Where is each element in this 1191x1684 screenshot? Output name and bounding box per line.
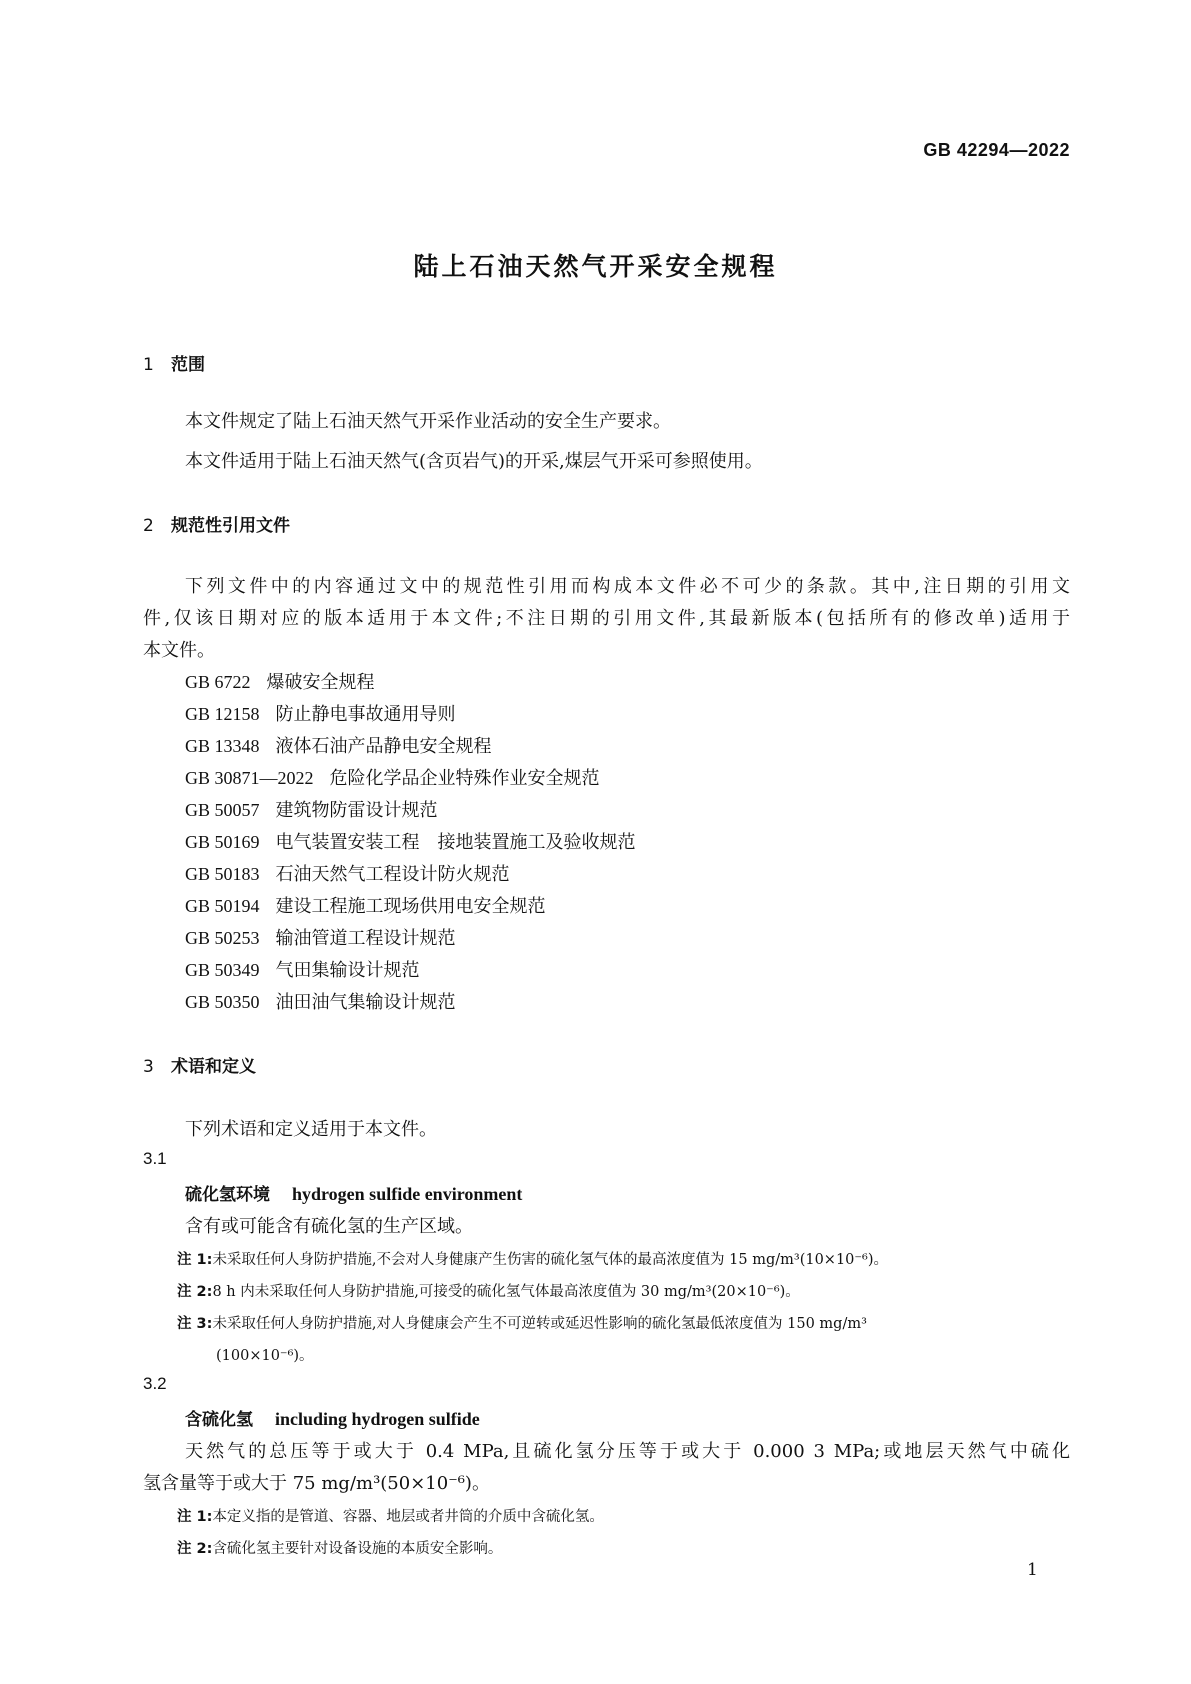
- reference-item: [185, 860, 510, 886]
- reference-code: GB 50183: [185, 864, 260, 884]
- reference-title: 建筑物防雷设计规范: [275, 800, 438, 821]
- reference-title: 爆破安全规程: [266, 672, 375, 693]
- reference-code: GB 50169: [185, 832, 260, 852]
- reference-title: 危险化学品企业特殊作业安全规范: [329, 768, 600, 789]
- reference-title: 输油管道工程设计规范: [275, 928, 456, 949]
- term-heading: [185, 1180, 522, 1205]
- reference-title: 液体石油产品静电安全规程: [275, 736, 492, 757]
- note: [177, 1312, 867, 1333]
- paragraph-line: 下列文件中的内容通过文中的规范性引用而构成本文件必不可少的条款。其中,注日期的引用文: [185, 576, 1070, 597]
- note: [177, 1248, 888, 1269]
- reference-code: GB 6722: [185, 672, 251, 692]
- reference-code: GB 12158: [185, 704, 260, 724]
- reference-item: [185, 796, 438, 822]
- paragraph: 本文件规定了陆上石油天然气开采作业活动的安全生产要求。: [185, 411, 671, 432]
- standard-number: GB 42294—2022: [923, 140, 1070, 160]
- term-definition: 含有或可能含有硫化氢的生产区域。: [185, 1216, 473, 1237]
- term-zh: 硫化氢环境: [185, 1185, 270, 1205]
- note-label: 注 1:: [177, 1252, 213, 1268]
- reference-title: 石油天然气工程设计防火规范: [275, 864, 510, 885]
- note: [177, 1280, 800, 1301]
- paragraph: 下列术语和定义适用于本文件。: [185, 1119, 437, 1140]
- reference-code: GB 50194: [185, 896, 260, 916]
- term-en: including hydrogen sulfide: [275, 1409, 480, 1429]
- reference-title: 气田集输设计规范: [275, 960, 420, 981]
- note-text: 含硫化氢主要针对设备设施的本质安全影响。: [212, 1541, 503, 1557]
- paragraph-line: 本文件。: [143, 640, 215, 661]
- reference-code: GB 50349: [185, 960, 260, 980]
- note-text: 未采取任何人身防护措施,对人身健康会产生不可逆转或延迟性影响的硫化氢最低浓度值为 150 mg/m³: [212, 1316, 867, 1332]
- term-heading: [185, 1405, 480, 1430]
- note-label: 注 2:: [177, 1541, 213, 1557]
- reference-title: 油田油气集输设计规范: [275, 992, 456, 1013]
- term-definition-line: 天然气的总压等于或大于 0.4 MPa,且硫化氢分压等于或大于 0.000 3 MPa;或地层天然气中硫化: [185, 1441, 1070, 1462]
- reference-item: [185, 988, 456, 1014]
- term-definition-line: 氢含量等于或大于 75 mg/m³(50×10⁻⁶)。: [143, 1473, 490, 1494]
- paragraph: 本文件适用于陆上石油天然气(含页岩气)的开采,煤层气开采可参照使用。: [185, 451, 763, 472]
- reference-code: GB 13348: [185, 736, 260, 756]
- note-label: 注 2:: [177, 1284, 213, 1300]
- note-label: 注 1:: [177, 1509, 213, 1525]
- term-zh: 含硫化氢: [185, 1410, 253, 1430]
- note-continuation: (100×10⁻⁶)。: [216, 1348, 314, 1364]
- section-number: 2: [143, 516, 154, 536]
- section-2-heading: [143, 511, 290, 536]
- note-text: 本定义指的是管道、容器、地层或者井筒的介质中含硫化氢。: [212, 1509, 604, 1525]
- page-number: 1: [1027, 1560, 1038, 1580]
- document-title: 陆上石油天然气开采安全规程: [413, 252, 778, 281]
- reference-code: GB 50253: [185, 928, 260, 948]
- note-text: 未采取任何人身防护措施,不会对人身健康产生伤害的硫化氢气体的最高浓度值为 15 mg/m³(10×10⁻⁶)。: [212, 1252, 889, 1268]
- paragraph-line: 件,仅该日期对应的版本适用于本文件;不注日期的引用文件,其最新版本(包括所有的修改单)适用于: [143, 608, 1070, 629]
- note: [177, 1537, 502, 1558]
- reference-item: [185, 700, 456, 726]
- reference-title: 建设工程施工现场供用电安全规范: [275, 896, 546, 917]
- section-title: 范围: [171, 355, 205, 375]
- term-number: 3.1: [143, 1149, 167, 1168]
- reference-item: [185, 764, 600, 790]
- section-1-heading: [143, 350, 205, 375]
- note: [177, 1505, 604, 1526]
- reference-title: 电气装置安装工程 接地装置施工及验收规范: [275, 832, 636, 853]
- reference-code: GB 50350: [185, 992, 260, 1012]
- section-3-heading: [143, 1052, 256, 1077]
- reference-item: [185, 732, 492, 758]
- reference-item: [185, 956, 420, 982]
- reference-item: [185, 668, 375, 694]
- reference-title: 防止静电事故通用导则: [275, 704, 456, 725]
- reference-code: GB 30871—2022: [185, 768, 314, 788]
- note-label: 注 3:: [177, 1316, 213, 1332]
- reference-item: [185, 892, 546, 918]
- section-title: 术语和定义: [171, 1057, 256, 1077]
- section-title: 规范性引用文件: [171, 516, 290, 536]
- reference-item: [185, 924, 456, 950]
- reference-item: [185, 828, 636, 854]
- section-number: 1: [143, 355, 154, 375]
- note-text: 8 h 内未采取任何人身防护措施,可接受的硫化氢气体最高浓度值为 30 mg/m³(20×10⁻⁶)。: [212, 1284, 800, 1300]
- term-number: 3.2: [143, 1374, 167, 1393]
- reference-code: GB 50057: [185, 800, 260, 820]
- term-en: hydrogen sulfide environment: [292, 1184, 523, 1204]
- section-number: 3: [143, 1057, 154, 1077]
